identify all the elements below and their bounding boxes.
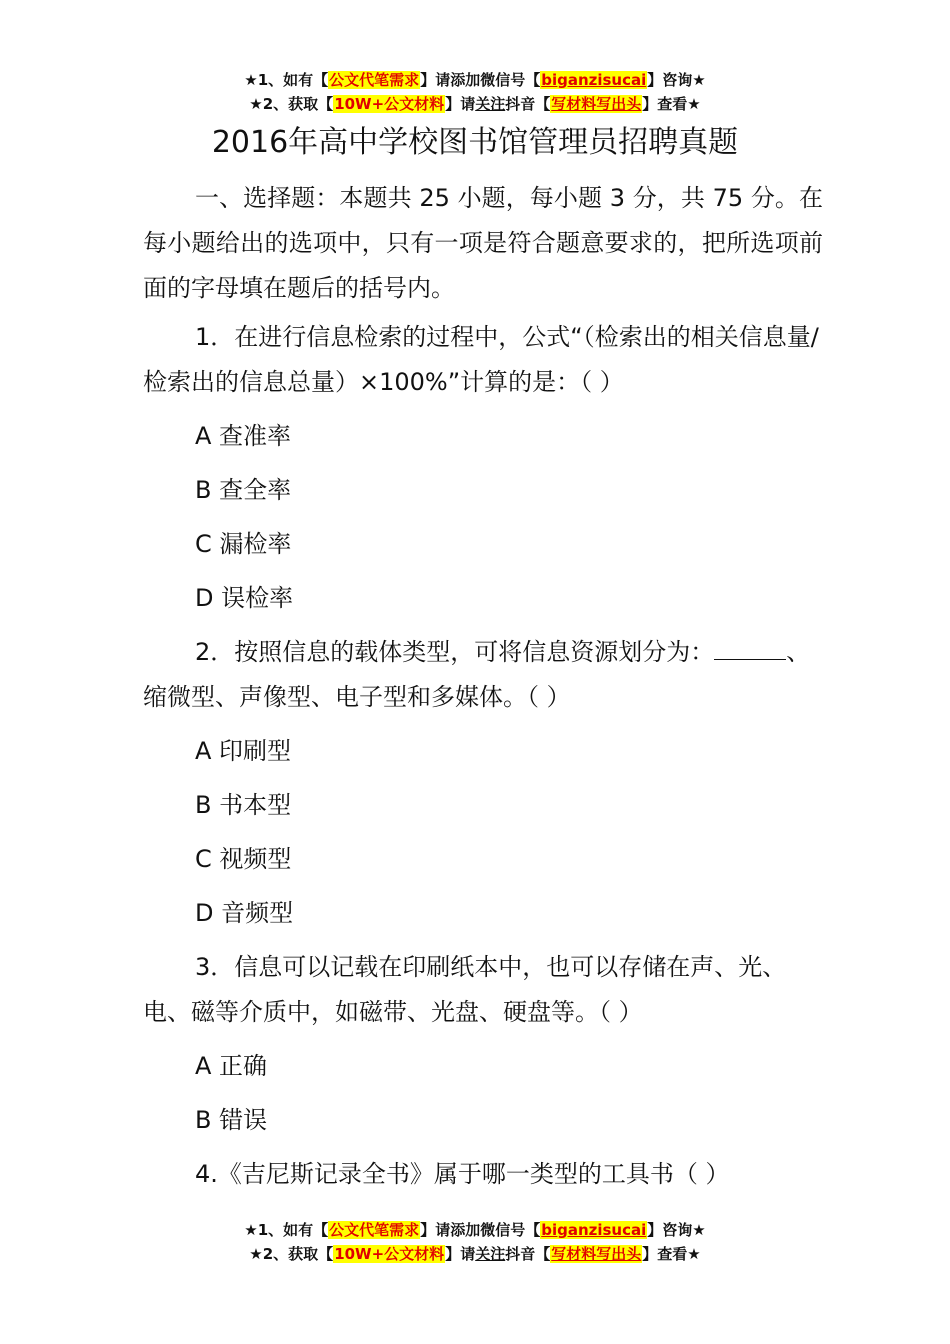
fill-blank-continued [760, 637, 786, 660]
banner-highlight-douyin: 写材料写出头 [551, 95, 642, 113]
option-1d: D 误检率 [195, 584, 294, 612]
option-3b: B 错误 [195, 1106, 268, 1134]
footer-highlight-materials: 10W+公文材料 [334, 1245, 445, 1263]
option-3a: A 正确 [195, 1052, 268, 1080]
banner-line-1: ★1、如有【公文代笔需求】请添加微信号【biganzisucai】咨询★ [244, 71, 706, 89]
question-2: 2．按照信息的载体类型，可将信息资源划分为： 、缩微型、声像型、电子型和多媒体。（ ） [143, 638, 811, 711]
banner-line-2: ★2、获取【10W+公文材料】请关注抖音【写材料写出头】查看★ [249, 95, 701, 113]
footer-banner [0, 1218, 950, 1266]
footer-banner-line-2: ★2、获取【10W+公文材料】请关注抖音【写材料写出头】查看★ [249, 1245, 701, 1263]
banner-highlight-service: 公文代笔需求 [329, 71, 420, 89]
option-2b: B 书本型 [195, 791, 292, 819]
footer-highlight-service: 公文代笔需求 [329, 1221, 420, 1239]
footer-highlight-wechat: biganzisucai [541, 1221, 647, 1239]
footer-highlight-douyin: 写材料写出头 [551, 1245, 642, 1263]
banner-highlight-wechat: biganzisucai [541, 71, 647, 89]
option-2d: D 音频型 [195, 899, 294, 927]
option-2a: A 印刷型 [195, 737, 292, 765]
question-4: 4.《吉尼斯记录全书》属于哪一类型的工具书（ ） [195, 1160, 730, 1188]
option-1a: A 查准率 [195, 422, 292, 450]
document-body [143, 176, 823, 1206]
page-title: 2016年高中学校图书馆管理员招聘真题 [211, 125, 739, 160]
question-1: 1．在进行信息检索的过程中，公式“（检索出的相关信息量/检索出的信息总量）×100%”计算的是：（ ） [143, 323, 819, 396]
header-banner [0, 68, 950, 116]
option-1b: B 查全率 [195, 476, 292, 504]
option-2c: C 视频型 [195, 845, 292, 873]
section-intro: 一、选择题：本题共 25 小题，每小题 3 分，共 75 分。在每小题给出的选项中，只有一项是符合题意要求的，把所选项前面的字母填在题后的括号内。 [143, 184, 823, 302]
footer-banner-line-1: ★1、如有【公文代笔需求】请添加微信号【biganzisucai】咨询★ [244, 1221, 706, 1239]
question-3: 3．信息可以记载在印刷纸本中，也可以存储在声、光、电、磁等介质中，如磁带、光盘、硬盘等。（ ） [143, 953, 787, 1026]
banner-highlight-materials: 10W+公文材料 [334, 95, 445, 113]
fill-blank [714, 637, 760, 660]
option-1c: C 漏检率 [195, 530, 292, 558]
